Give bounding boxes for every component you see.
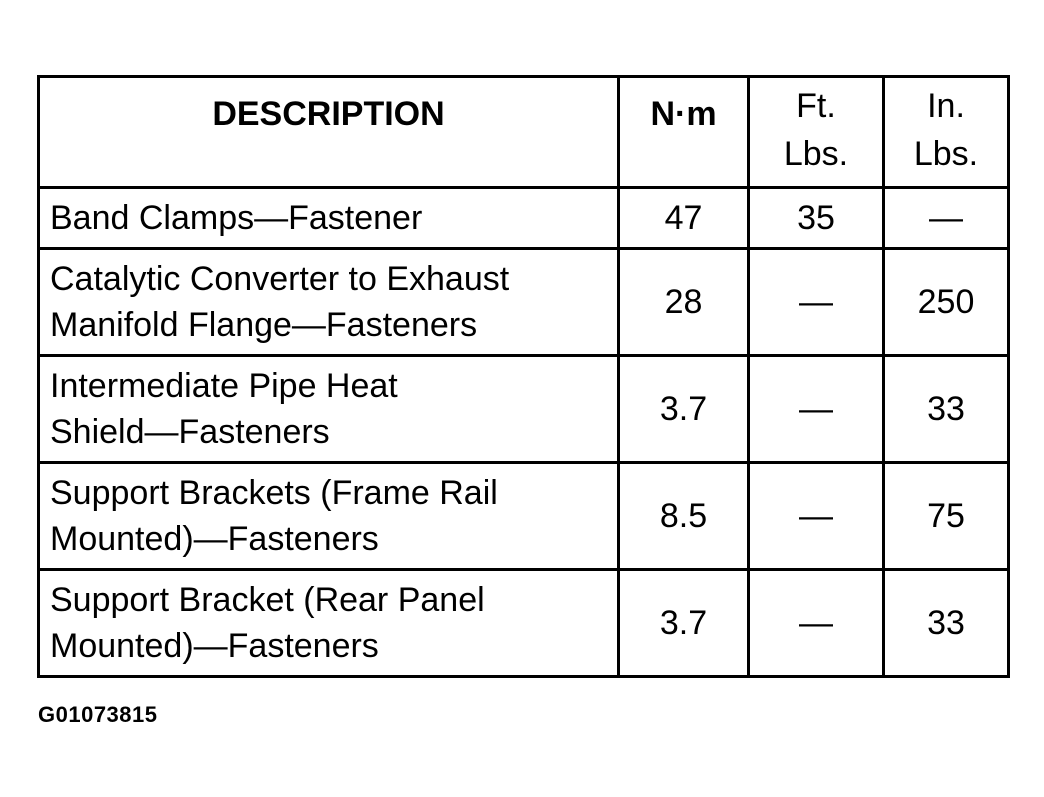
header-row: [39, 77, 1009, 188]
row-description-line2: Mounted)—Fasteners: [50, 520, 379, 558]
header-in-lbs-line1: In.: [927, 87, 965, 125]
table-header: [39, 77, 1009, 188]
header-ft-lbs-line1: Ft.: [796, 87, 836, 125]
header-ft-lbs: [749, 77, 884, 188]
table-row: [39, 356, 1009, 463]
row-in-lbs: 250: [884, 249, 1009, 356]
row-description-line1: Support Brackets (Frame Rail: [50, 474, 498, 512]
row-description-line1: Catalytic Converter to Exhaust: [50, 260, 510, 298]
row-in-lbs: 75: [884, 463, 1009, 570]
row-description-line1: Band Clamps—Fastener: [50, 199, 423, 237]
row-nm: 3.7: [619, 570, 749, 677]
row-description: [39, 570, 619, 677]
row-in-lbs: 33: [884, 570, 1009, 677]
row-description-line2: Manifold Flange—Fasteners: [50, 306, 478, 344]
row-ft-lbs: —: [749, 570, 884, 677]
row-description: [39, 249, 619, 356]
table-row: [39, 463, 1009, 570]
row-ft-lbs: 35: [749, 188, 884, 249]
header-in-lbs: [884, 77, 1009, 188]
row-in-lbs: 33: [884, 356, 1009, 463]
row-ft-lbs: —: [749, 463, 884, 570]
row-description: [39, 356, 619, 463]
row-description-line2: Mounted)—Fasteners: [50, 627, 379, 665]
table-row: [39, 249, 1009, 356]
header-nm: N·m: [619, 77, 749, 188]
row-nm: 3.7: [619, 356, 749, 463]
header-in-lbs-line2: Lbs.: [913, 135, 979, 173]
table-row: [39, 570, 1009, 677]
table-body: [39, 188, 1009, 677]
figure-code: G01073815: [38, 702, 158, 727]
row-description: [39, 188, 619, 249]
row-in-lbs: —: [884, 188, 1009, 249]
row-description-line1: Intermediate Pipe Heat: [50, 367, 398, 405]
row-nm: 8.5: [619, 463, 749, 570]
header-description: DESCRIPTION: [39, 77, 619, 188]
table-row: [39, 188, 1009, 249]
header-ft-lbs-line2: Lbs.: [783, 135, 849, 173]
row-nm: 47: [619, 188, 749, 249]
row-ft-lbs: —: [749, 356, 884, 463]
row-description-line2: Shield—Fasteners: [50, 413, 330, 451]
row-description: [39, 463, 619, 570]
row-ft-lbs: —: [749, 249, 884, 356]
torque-spec-table: [37, 75, 1010, 678]
row-nm: 28: [619, 249, 749, 356]
row-description-line1: Support Bracket (Rear Panel: [50, 581, 485, 619]
